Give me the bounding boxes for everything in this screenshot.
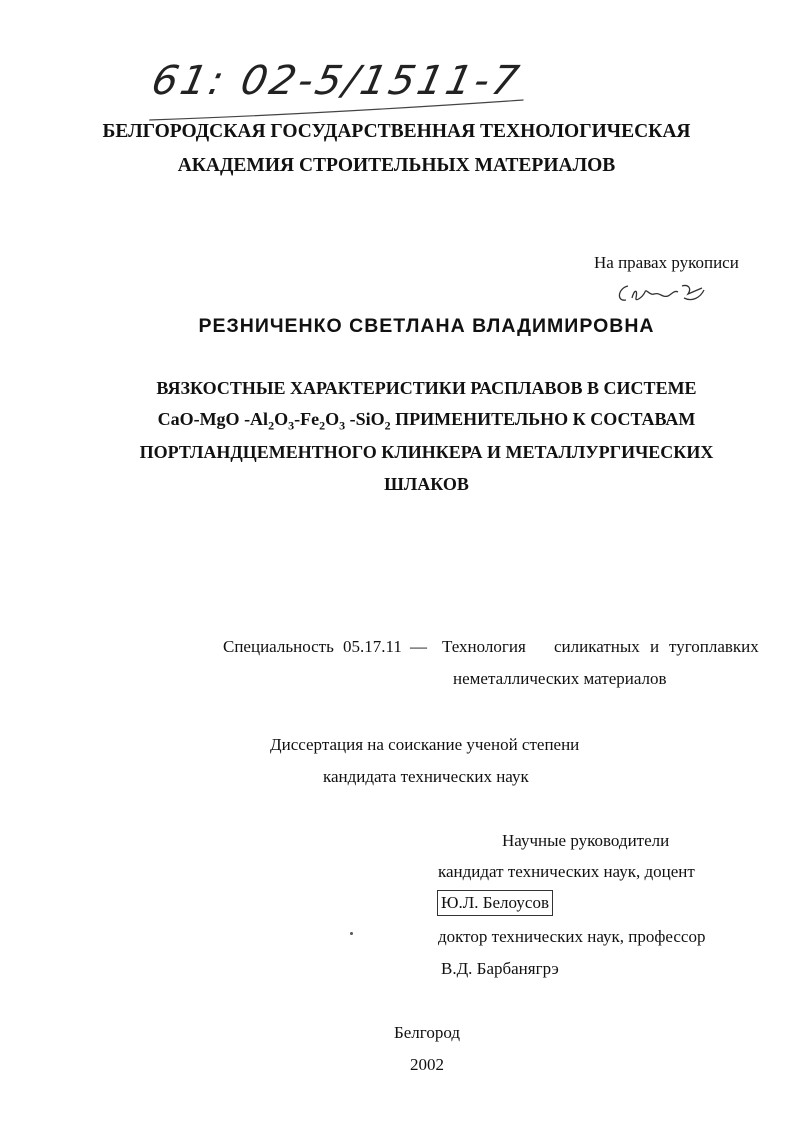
handwritten-strokes-icon bbox=[143, 58, 538, 128]
institution-name-line2: АКАДЕМИЯ СТРОИТЕЛЬНЫХ МАТЕРИАЛОВ bbox=[177, 155, 616, 176]
supervisors-heading: Научные руководители bbox=[502, 831, 670, 850]
handwritten-shelf-mark: 61: 02-5/1511-7 bbox=[143, 58, 538, 128]
scan-speck bbox=[350, 932, 353, 935]
supervisor2-name: В.Д. Барбанягрэ bbox=[441, 959, 559, 978]
city: Белгород bbox=[394, 1023, 460, 1042]
institution-name-line1: БЕЛГОРОДСКАЯ ГОСУДАРСТВЕННАЯ ТЕХНОЛОГИЧЕСКАЯ bbox=[102, 121, 691, 142]
signature-icon bbox=[612, 278, 707, 317]
author-name: РЕЗНИЧЕНКО СВЕТЛАНА ВЛАДИМИРОВНА bbox=[198, 315, 655, 337]
specialty-dash: — bbox=[410, 637, 427, 656]
specialty-word: силикатных bbox=[554, 637, 640, 656]
specialty-code: 05.17.11 bbox=[343, 637, 402, 656]
supervisor1-name: Ю.Л. Белоусов bbox=[441, 893, 549, 912]
specialty-label: Специальность bbox=[223, 637, 334, 656]
title-line1: ВЯЗКОСТНЫЕ ХАРАКТЕРИСТИКИ РАСПЛАВОВ В СИСТЕМЕ bbox=[156, 378, 697, 398]
supervisor1-degree: кандидат технических наук, доцент bbox=[438, 862, 695, 881]
specialty-line2: неметаллических материалов bbox=[453, 669, 667, 688]
dissertation-line1: Диссертация на соискание ученой степени bbox=[270, 735, 580, 754]
supervisor2-degree: доктор технических наук, профессор bbox=[438, 927, 706, 946]
specialty-word: и bbox=[650, 637, 660, 656]
title-line2: CaO-MgO $-Al_2O_3-Fe_2O_3$ -SiO$_2$ ПРИМЕНИТЕЛЬНО К СОСТАВАМ bbox=[157, 409, 696, 433]
specialty-word: тугоплавких bbox=[669, 637, 759, 656]
dissertation-line2: кандидата технических наук bbox=[323, 767, 529, 786]
title-line4: ШЛАКОВ bbox=[384, 474, 469, 494]
specialty-word: Технология bbox=[442, 637, 526, 656]
year: 2002 bbox=[410, 1055, 444, 1074]
manuscript-rights: На правах рукописи bbox=[594, 253, 739, 272]
title-line3: ПОРТЛАНДЦЕМЕНТНОГО КЛИНКЕРА И МЕТАЛЛУРГИЧЕСКИХ bbox=[139, 442, 714, 462]
